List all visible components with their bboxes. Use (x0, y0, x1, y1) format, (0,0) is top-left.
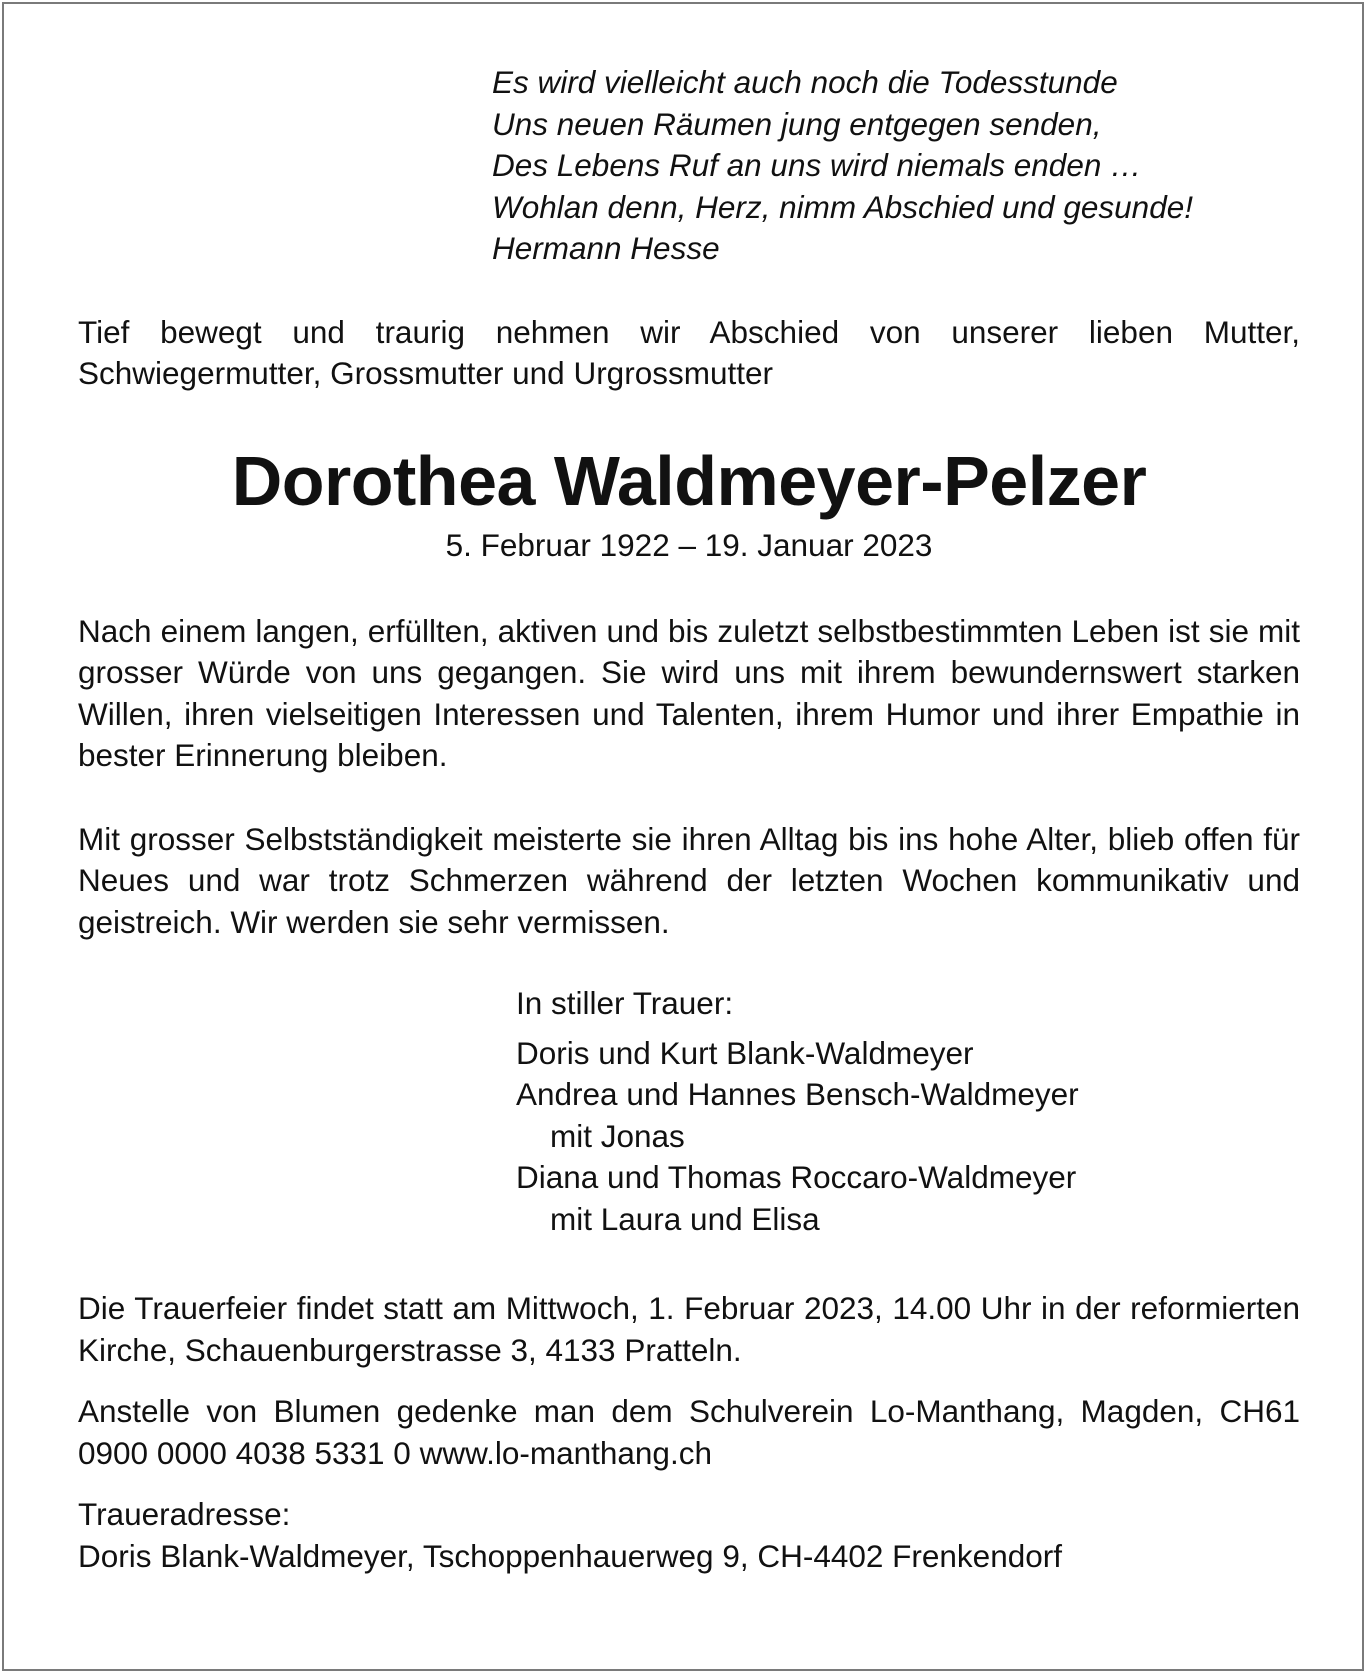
obituary-notice (2, 2, 1364, 1671)
mourner-sub-entry: mit Jonas (550, 1117, 685, 1154)
life-dates: 5. Februar 1922 – 19. Januar 2023 (445, 526, 933, 563)
poem-quote (492, 62, 1300, 270)
donation-info: Anstelle von Blumen gedenke man dem Schulverein Lo-Manthang, Magden, CH61 0900 0000 4038 5331 0 www.lo-manthang.ch (78, 1393, 1300, 1471)
tribute-paragraph: Mit grosser Selbstständigkeit meisterte sie ihren Alltag bis ins hohe Alter, blieb offen für Neues und war trotz Schmerzen während der letzten Wochen kommunikativ und geistreich. Wir werden sie sehr vermissen. (78, 820, 1300, 940)
mourner-entry: Andrea und Hannes Bensch-Waldmeyer (516, 1076, 1079, 1112)
tribute-paragraph: Nach einem langen, erfüllten, aktiven und bis zuletzt selbstbestimmten Leben ist sie mit grosser Würde von uns gegangen. Sie wird uns mit ihrem bewundernswert starken Willen, ihren vielseitigen Interessen und Talenten, ihrem Humor und ihrer Empathie in bester Erinnerung bleiben. (78, 612, 1300, 773)
mourning-address (78, 1494, 1300, 1577)
mourners-list (516, 983, 1300, 1240)
poem-author: Hermann Hesse (492, 230, 720, 266)
poem-line: Es wird vielleicht auch noch die Todesstunde (492, 64, 1118, 100)
mourner-entry: Diana und Thomas Roccaro-Waldmeyer (516, 1159, 1077, 1195)
address-value: Doris Blank-Waldmeyer, Tschoppenhauerweg 9, CH-4402 Frenkendorf (78, 1537, 1062, 1574)
poem-line: Uns neuen Räumen jung entgegen senden, (492, 105, 1102, 142)
address-label: Traueradresse: (78, 1496, 291, 1532)
poem-line: Wohlan denn, Herz, nimm Abschied und gesunde! (492, 188, 1193, 225)
mourners-heading: In stiller Trauer: (516, 985, 734, 1021)
deceased-name: Dorothea Waldmeyer-Pelzer (231, 441, 1147, 520)
poem-line: Des Lebens Ruf an uns wird niemals enden … (492, 147, 1142, 183)
obituary-content (78, 62, 1300, 1577)
mourner-sub-entry: mit Laura und Elisa (550, 1200, 820, 1237)
funeral-service-info: Die Trauerfeier findet statt am Mittwoch, 1. Februar 2023, 14.00 Uhr in der reformierten Kirche, Schauenburgerstrasse 3, 4133 Pratteln. (78, 1290, 1300, 1368)
intro-text: Tief bewegt und traurig nehmen wir Abschied von unserer lieben Mutter, Schwiegermutter, Grossmutter und Urgrossmutter (78, 313, 1300, 391)
mourner-entry: Doris und Kurt Blank-Waldmeyer (516, 1034, 974, 1071)
